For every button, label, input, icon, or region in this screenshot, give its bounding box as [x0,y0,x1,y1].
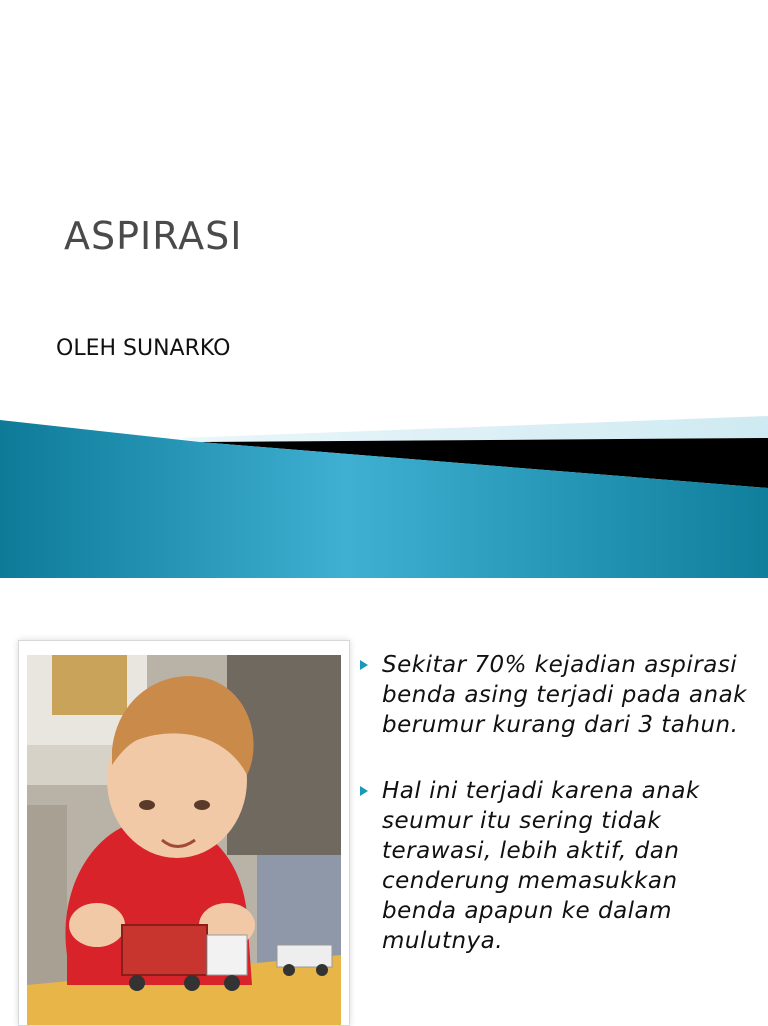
bullet-text: Sekitar 70% kejadian aspirasi benda asing terjadi pada anak berumur kurang dari 3 tahun. [382,652,747,738]
photo-frame [18,640,350,1026]
bullet-text: Hal ini terjadi karena anak seumur itu sering tidak terawasi, lebih aktif, dan cenderung memasukkan benda apapun ke dalam mulutnya. [382,778,700,954]
decorative-wave-band [0,410,768,580]
bullet-list [355,650,755,992]
triangle-bullet-icon [360,660,368,670]
bullet-item [355,776,755,956]
slide-subtitle: OLEH SUNARKO [56,336,231,361]
photo-child-playing-toy-truck-icon [27,655,341,1025]
triangle-bullet-icon [360,786,368,796]
slide-title: ASPIRASI [64,214,243,258]
bullet-item [355,650,755,740]
